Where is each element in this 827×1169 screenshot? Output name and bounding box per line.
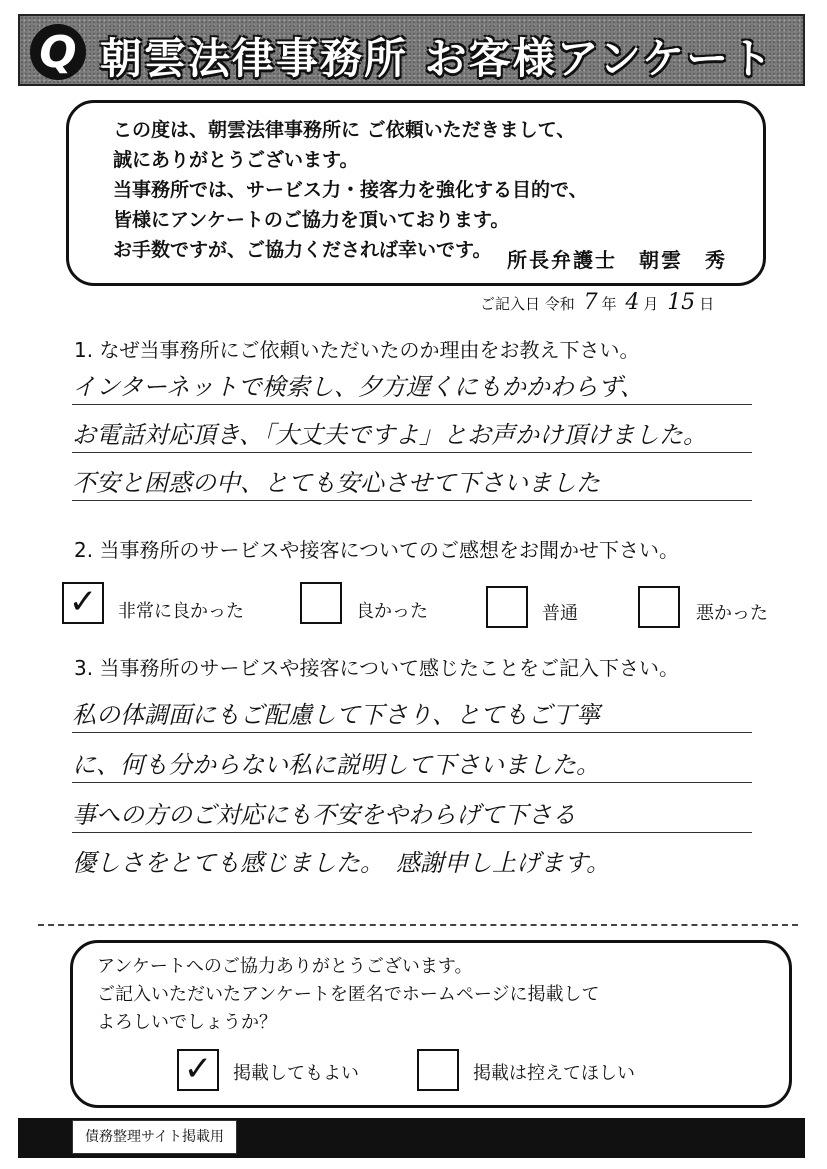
consent-checkbox-allow[interactable]: ✓ xyxy=(177,1049,219,1091)
question-1: 1. なぜ当事務所にご依頼いただいたのか理由をお教え下さい。 xyxy=(74,338,640,362)
consent-checkbox-decline[interactable] xyxy=(417,1049,459,1091)
date-day[interactable]: 15 xyxy=(667,290,696,315)
q3-answer-line[interactable]: 私の体調面にもご配慮して下さり、とてもご丁寧 xyxy=(72,694,752,733)
rating-checkbox-good[interactable] xyxy=(300,582,342,624)
q1-answer-line[interactable]: お電話対応頂き、「大丈夫ですよ」とお声かけ頂けました。 xyxy=(72,414,752,453)
intro-line: 皆様にアンケートのご協力を頂いております。 xyxy=(113,209,510,231)
q1-answer-line[interactable]: 不安と困惑の中、とても安心させて下さいました xyxy=(72,462,752,501)
consent-label-decline: 掲載は控えてほしい xyxy=(473,1063,635,1084)
q3-answer-line[interactable]: 事への方のご対応にも不安をやわらげて下さる xyxy=(72,794,752,833)
date-month[interactable]: 4 xyxy=(625,290,640,315)
rating-checkbox-normal[interactable] xyxy=(486,586,528,628)
cut-line-divider xyxy=(38,924,798,926)
question-2: 2. 当事務所のサービスや接客についてのご感想をお聞かせ下さい。 xyxy=(74,538,680,562)
rating-label-good: 良かった xyxy=(356,601,428,622)
month-unit: 月 xyxy=(643,295,659,313)
q1-answer-line[interactable]: インターネットで検索し、夕方遅くにもかかわらず、 xyxy=(72,366,752,405)
intro-line: この度は、朝雲法律事務所に ご依頼いただきまして、 xyxy=(113,119,576,141)
intro-line: 当事務所では、サービス力・接客力を強化する目的で、 xyxy=(113,179,588,201)
rating-label-very-good: 非常に良かった xyxy=(118,601,244,622)
question-3: 3. 当事務所のサービスや接客について感じたことをご記入下さい。 xyxy=(74,656,680,680)
intro-message-box xyxy=(66,100,766,286)
rating-label-bad: 悪かった xyxy=(696,603,768,624)
consent-box xyxy=(70,940,792,1108)
rating-checkbox-bad[interactable] xyxy=(638,586,680,628)
entry-date xyxy=(480,290,714,315)
rating-checkbox-very-good[interactable]: ✓ xyxy=(62,582,104,624)
date-era: 令和 xyxy=(544,295,575,313)
date-label: ご記入日 xyxy=(480,295,541,313)
rating-label-normal: 普通 xyxy=(542,603,578,624)
year-unit: 年 xyxy=(601,295,617,313)
q3-answer-line[interactable]: 優しさをとても感じました。 感謝申し上げます。 xyxy=(72,849,611,877)
signature: 所長弁護士 朝雲 秀 xyxy=(507,248,727,272)
survey-title: 朝雲法律事務所 お客様アンケート xyxy=(100,34,775,83)
footer-bar xyxy=(18,1118,805,1158)
intro-line: お手数ですが、ご協力くだされば幸いです。 xyxy=(113,239,492,261)
consent-label-allow: 掲載してもよい xyxy=(233,1063,359,1084)
consent-line: アンケートへのご協力ありがとうございます。 xyxy=(97,956,473,977)
day-unit: 日 xyxy=(699,295,715,313)
consent-message xyxy=(97,953,600,1037)
consent-line: よろしいでしょうか？ xyxy=(97,1012,277,1033)
intro-line: 誠にありがとうございます。 xyxy=(113,149,359,171)
intro-message xyxy=(113,115,588,265)
q-badge: Q xyxy=(30,24,86,80)
consent-line: ご記入いただいたアンケートを匿名でホームページに掲載して xyxy=(97,984,600,1005)
survey-header xyxy=(18,14,805,86)
q3-answer-line[interactable]: に、何も分からない私に説明して下さいました。 xyxy=(72,744,752,783)
footer-label: 債務整理サイト掲載用 xyxy=(72,1120,237,1154)
date-year[interactable]: 7 xyxy=(583,290,598,315)
